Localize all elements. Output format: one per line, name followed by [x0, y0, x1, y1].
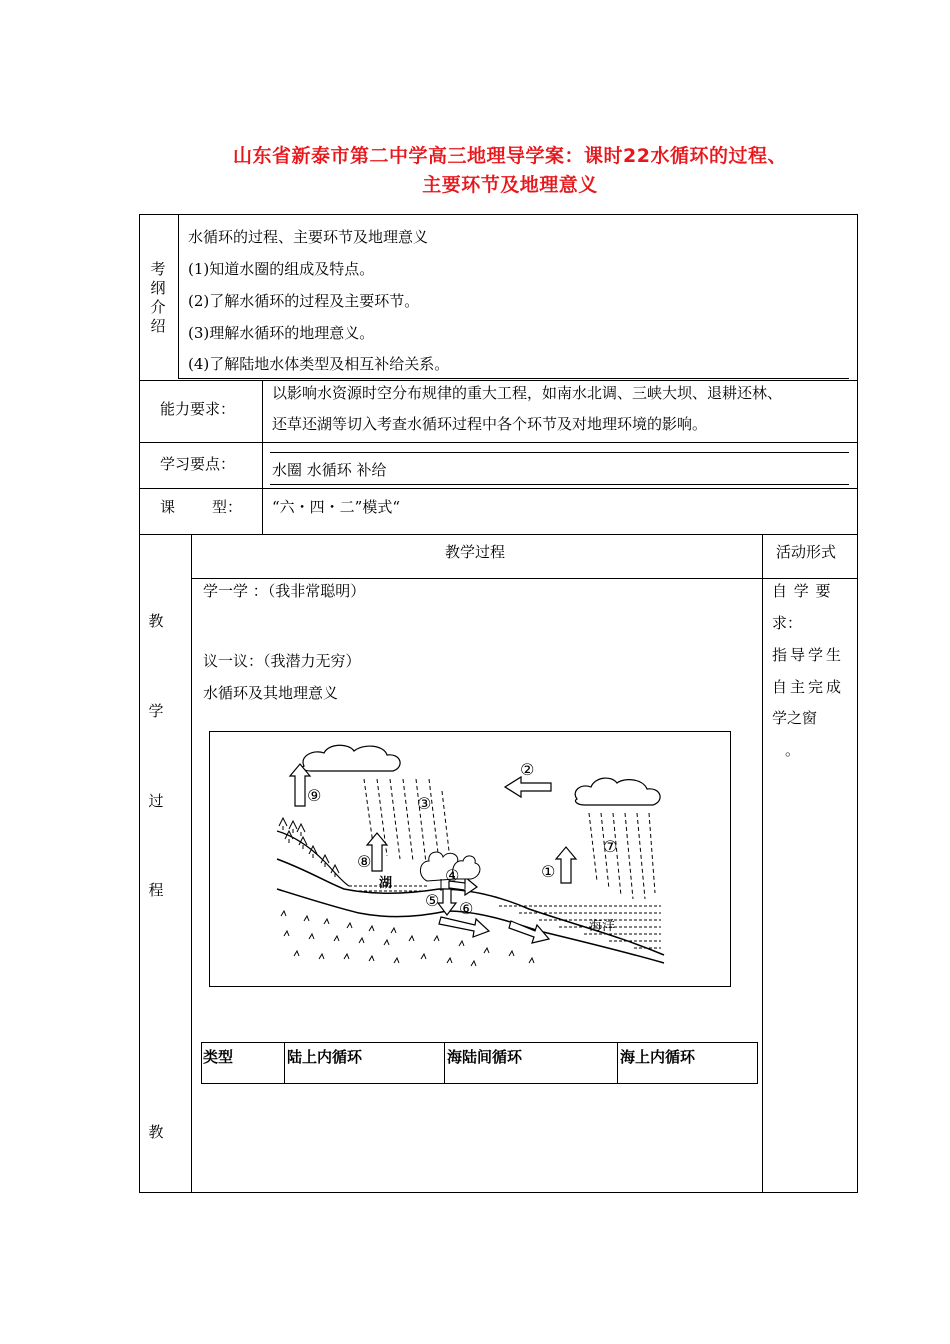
- label-3: ③: [417, 794, 432, 813]
- activity-line: 学之窗: [772, 709, 818, 727]
- outline-label-char: 纲: [150, 279, 166, 297]
- label-9: ⑨: [307, 786, 322, 805]
- keypoints-value: 水圈 水循环 补给: [272, 461, 387, 479]
- outline-label-char: 介: [150, 298, 166, 316]
- label-7: ⑦: [603, 837, 618, 856]
- header-activity-form: 活动形式: [776, 543, 837, 561]
- lesson-type-label-1: 课: [160, 498, 176, 516]
- lesson-type-label-2: 型：: [212, 498, 243, 516]
- header-teaching-process: 教学过程: [445, 543, 506, 561]
- topic-heading: 水循环及其地理意义: [203, 684, 339, 702]
- page-title-line2: 主要环节及地理意义: [422, 174, 598, 196]
- activity-line: 。: [785, 741, 801, 759]
- process-side-char: 过: [148, 792, 164, 810]
- cycle-table-header: 海陆间循环: [447, 1048, 523, 1066]
- process-side-char: 教: [148, 1123, 164, 1141]
- cycle-table-header: 类型: [203, 1048, 234, 1066]
- activity-line: 求：: [772, 614, 803, 632]
- outline-item: (1)知道水圈的组成及特点。: [188, 260, 375, 278]
- label-8: ⑧: [357, 852, 372, 871]
- activity-line: 自 学 要: [772, 582, 832, 600]
- discuss-heading: 议一议：（我潜力无穷）: [203, 652, 361, 670]
- outline-item: 水循环的过程、主要环节及地理意义: [188, 228, 429, 246]
- label-4: ④: [445, 866, 460, 885]
- outline-item: (4)了解陆地水体类型及相互补给关系。: [188, 355, 450, 373]
- learn-heading: 学一学 ：（我非常聪明）: [203, 582, 366, 600]
- ability-text-line1: 以影响水资源时空分布规律的重大工程，如南水北调、三峡大坝、退耕还林、: [272, 384, 783, 402]
- ocean-label: 海洋: [589, 919, 616, 934]
- label-1: ①: [541, 862, 556, 881]
- label-6: ⑥: [459, 899, 474, 918]
- outline-label-char: 考: [150, 260, 166, 278]
- process-side-char: 学: [148, 702, 164, 720]
- activity-line: 指导学生: [772, 646, 845, 664]
- water-cycle-diagram: [209, 731, 731, 987]
- page-title-line1: 山东省新泰市第二中学高三地理导学案：课时22水循环的过程、: [233, 145, 787, 167]
- process-side-char: 教: [148, 612, 164, 630]
- outline-item: (2)了解水循环的过程及主要环节。: [188, 292, 420, 310]
- ability-label: 能力要求：: [160, 400, 236, 418]
- outline-label-char: 绍: [150, 317, 166, 335]
- activity-line: 自主完成: [772, 678, 845, 696]
- ability-text-line2: 还草还湖等切入考查水循环过程中各个环节及对地理环境的影响。: [272, 415, 708, 433]
- keypoints-label: 学习要点：: [160, 455, 236, 473]
- label-2: ②: [520, 760, 535, 779]
- cycle-table-header: 海上内循环: [620, 1048, 696, 1066]
- lesson-type-value: “六・四・二”模式“: [272, 498, 401, 516]
- lake-label: 湖: [379, 876, 393, 891]
- process-side-char: 程: [148, 881, 164, 899]
- label-5: ⑤: [425, 891, 440, 910]
- outline-item: (3)理解水循环的地理意义。: [188, 324, 375, 342]
- cycle-table-header: 陆上内循环: [287, 1048, 363, 1066]
